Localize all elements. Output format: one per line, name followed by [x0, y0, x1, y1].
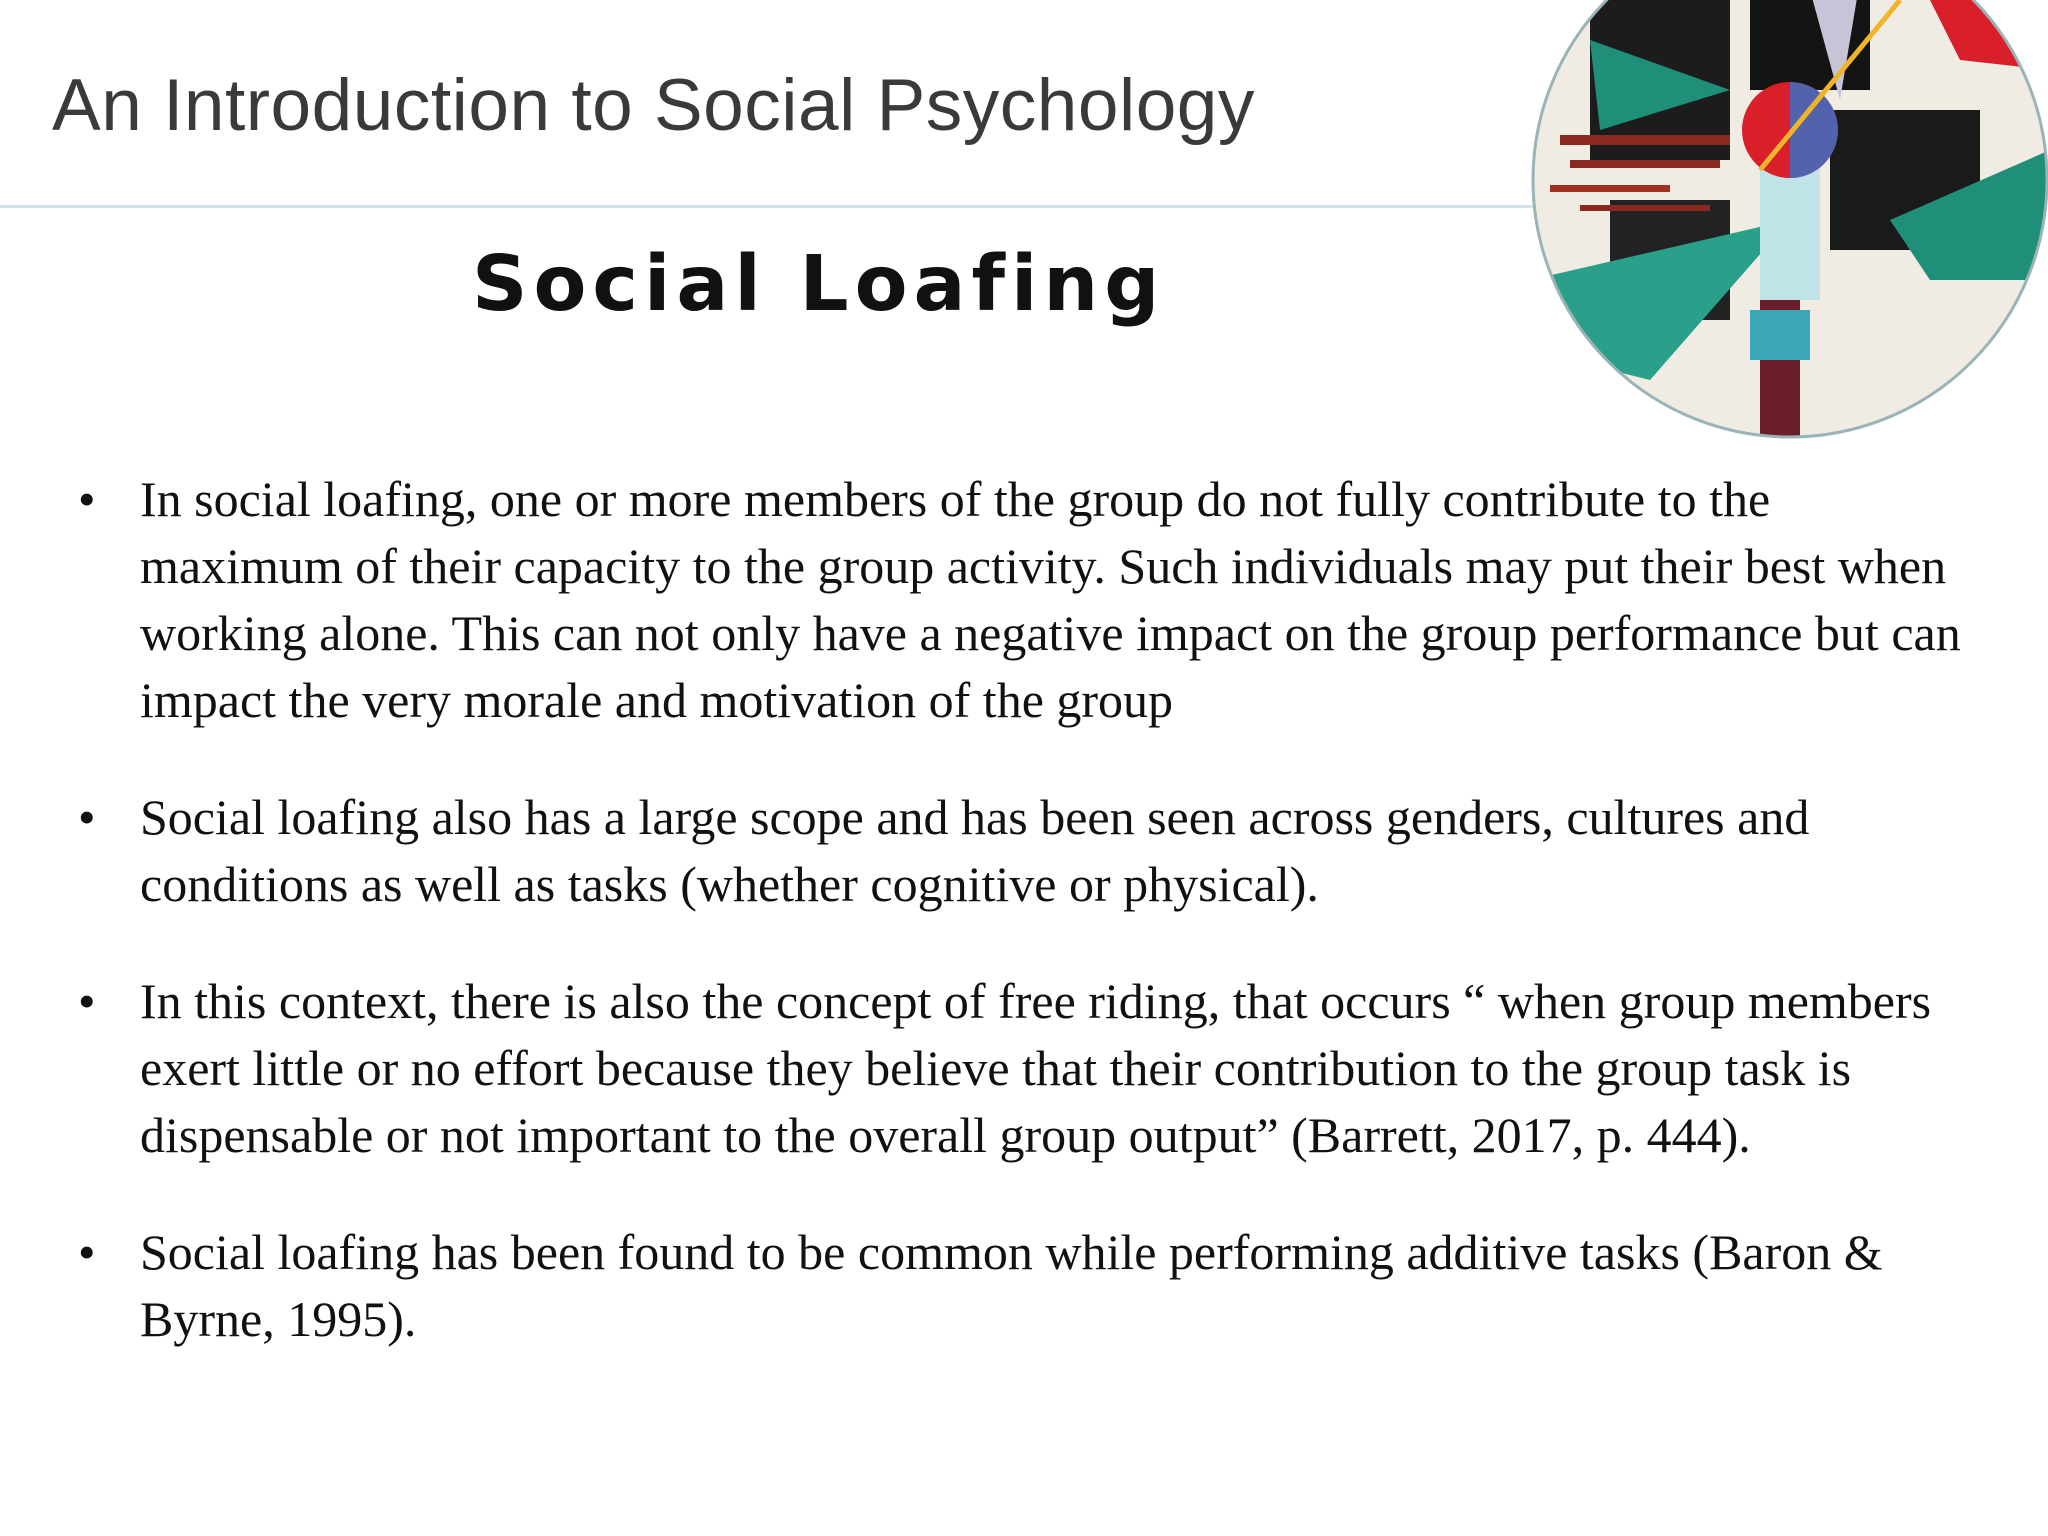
- bullet-item: [78, 1219, 1978, 1353]
- bullet-item: [78, 784, 1978, 918]
- bullet-text: In this context, there is also the concept of free riding, that occurs “ when group members exert little or no effort because they believe that their contribution to the group task is dispensable or not important to the overall group output” (Barrett, 2017, p. 444).: [140, 973, 1932, 1163]
- header-divider: [0, 205, 1560, 208]
- bullet-icon: •: [78, 1224, 96, 1280]
- bullet-text: Social loafing has been found to be common while performing additive tasks (Baron & Byrne, 1995).: [140, 1224, 1883, 1347]
- bullet-icon: •: [78, 789, 96, 845]
- bullet-item: [78, 968, 1978, 1169]
- slide-title: Social Loafing: [472, 240, 1166, 329]
- bullet-list: [78, 466, 1978, 1403]
- course-title: An Introduction to Social Psychology: [52, 65, 1255, 146]
- bullet-icon: •: [78, 471, 96, 527]
- bullet-text: Social loafing also has a large scope and has been seen across genders, cultures and conditions as well as tasks (whether cognitive or physical).: [140, 789, 1810, 912]
- bullet-icon: •: [78, 973, 96, 1029]
- bullet-text: In social loafing, one or more members of the group do not fully contribute to the maximum of their capacity to the group activity. Such individuals may put their best when working alone. This can not only have a negative impact on the group performance but can impact the very morale and motivation of the group: [140, 471, 1961, 728]
- abstract-painting-icon: [1530, 0, 2048, 440]
- bullet-item: [78, 466, 1978, 734]
